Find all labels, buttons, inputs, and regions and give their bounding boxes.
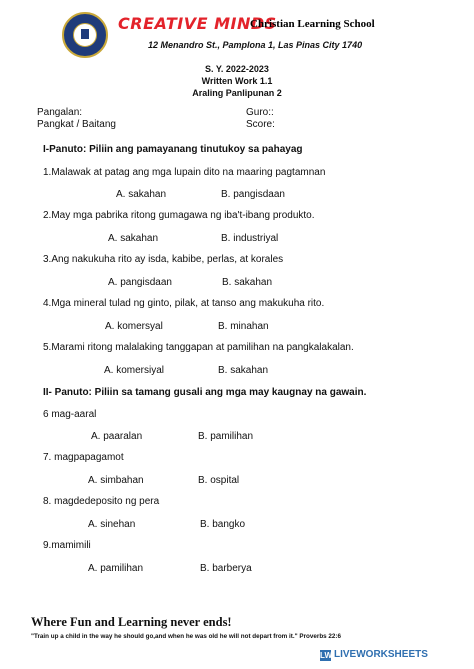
question-8: 8. magdedeposito ng pera: [43, 496, 160, 507]
school-motto: Where Fun and Learning never ends!: [31, 615, 232, 629]
school-name: Christian Learning School: [250, 18, 375, 30]
question-9: 9.mamimili: [43, 540, 91, 551]
q5-option-b[interactable]: B. sakahan: [218, 365, 269, 376]
subject-title: Araling Panlipunan 2: [192, 88, 282, 98]
work-title: Written Work 1.1: [201, 76, 273, 86]
question-3: 3.Ang nakukuha rito ay isda, kabibe, perlas, at korales: [43, 254, 284, 265]
question-5: 5.Marami ritong malalaking tanggapan at pamilihan na pangkalakalan.: [43, 342, 354, 353]
part2-title: II- Panuto: Piliin sa tamang gusali ang mga may kaugnay na gawain.: [43, 387, 367, 398]
part1-title: I-Panuto: Piliin ang pamayanang tinutukoy sa pahayag: [43, 144, 303, 155]
question-7: 7. magpapagamot: [43, 452, 124, 463]
question-4: 4.Mga mineral tulad ng ginto, pilak, at tanso ang makukuha rito.: [43, 298, 325, 309]
teacher-field[interactable]: Guro::: [246, 107, 274, 118]
q7-option-b[interactable]: B. ospital: [198, 475, 240, 486]
q4-option-a[interactable]: A. komersyal: [105, 321, 163, 332]
question-6: 6 mag-aaral: [43, 409, 97, 420]
bible-verse: "Train up a child in the way he should go,and when he was old he will not depart from it." Proverbs 22:6: [31, 633, 342, 640]
q9-option-a[interactable]: A. pamilihan: [88, 563, 144, 574]
school-seal-icon: [62, 12, 108, 58]
q6-option-b[interactable]: B. pamilihan: [198, 431, 254, 442]
group-field[interactable]: Pangkat / Baitang: [37, 119, 116, 130]
q3-option-a[interactable]: A. pangisdaan: [108, 277, 172, 288]
score-field[interactable]: Score:: [246, 119, 275, 130]
q6-option-a[interactable]: A. paaralan: [91, 431, 143, 442]
school-year: S. Y. 2022-2023: [205, 64, 269, 74]
liveworksheets-text: LIVEWORKSHEETS: [334, 649, 428, 660]
q4-option-b[interactable]: B. minahan: [218, 321, 269, 332]
q5-option-a[interactable]: A. komersiyal: [104, 365, 165, 376]
name-field[interactable]: Pangalan:: [37, 107, 83, 118]
q7-option-a[interactable]: A. simbahan: [88, 475, 144, 486]
q1-option-b[interactable]: B. pangisdaan: [221, 189, 285, 200]
liveworksheets-logo: [320, 649, 428, 661]
school-address: 12 Menandro St., Pamplona 1, Las Pinas City 1740: [148, 40, 363, 50]
liveworksheets-icon: LW: [320, 651, 332, 660]
brand-name: CREATIVE MINDS: [118, 14, 277, 33]
q8-option-b[interactable]: B. bangko: [200, 519, 246, 530]
q9-option-b[interactable]: B. barberya: [200, 563, 252, 574]
q2-option-b[interactable]: B. industriyal: [221, 233, 279, 244]
q2-option-a[interactable]: A. sakahan: [108, 233, 159, 244]
q3-option-b[interactable]: B. sakahan: [222, 277, 273, 288]
question-1: 1.Malawak at patag ang mga lupain dito na maaring pagtamnan: [43, 167, 326, 178]
q1-option-a[interactable]: A. sakahan: [116, 189, 167, 200]
question-2: 2.May mga pabrika ritong gumagawa ng iba't-ibang produkto.: [43, 210, 315, 221]
q8-option-a[interactable]: A. sinehan: [88, 519, 136, 530]
